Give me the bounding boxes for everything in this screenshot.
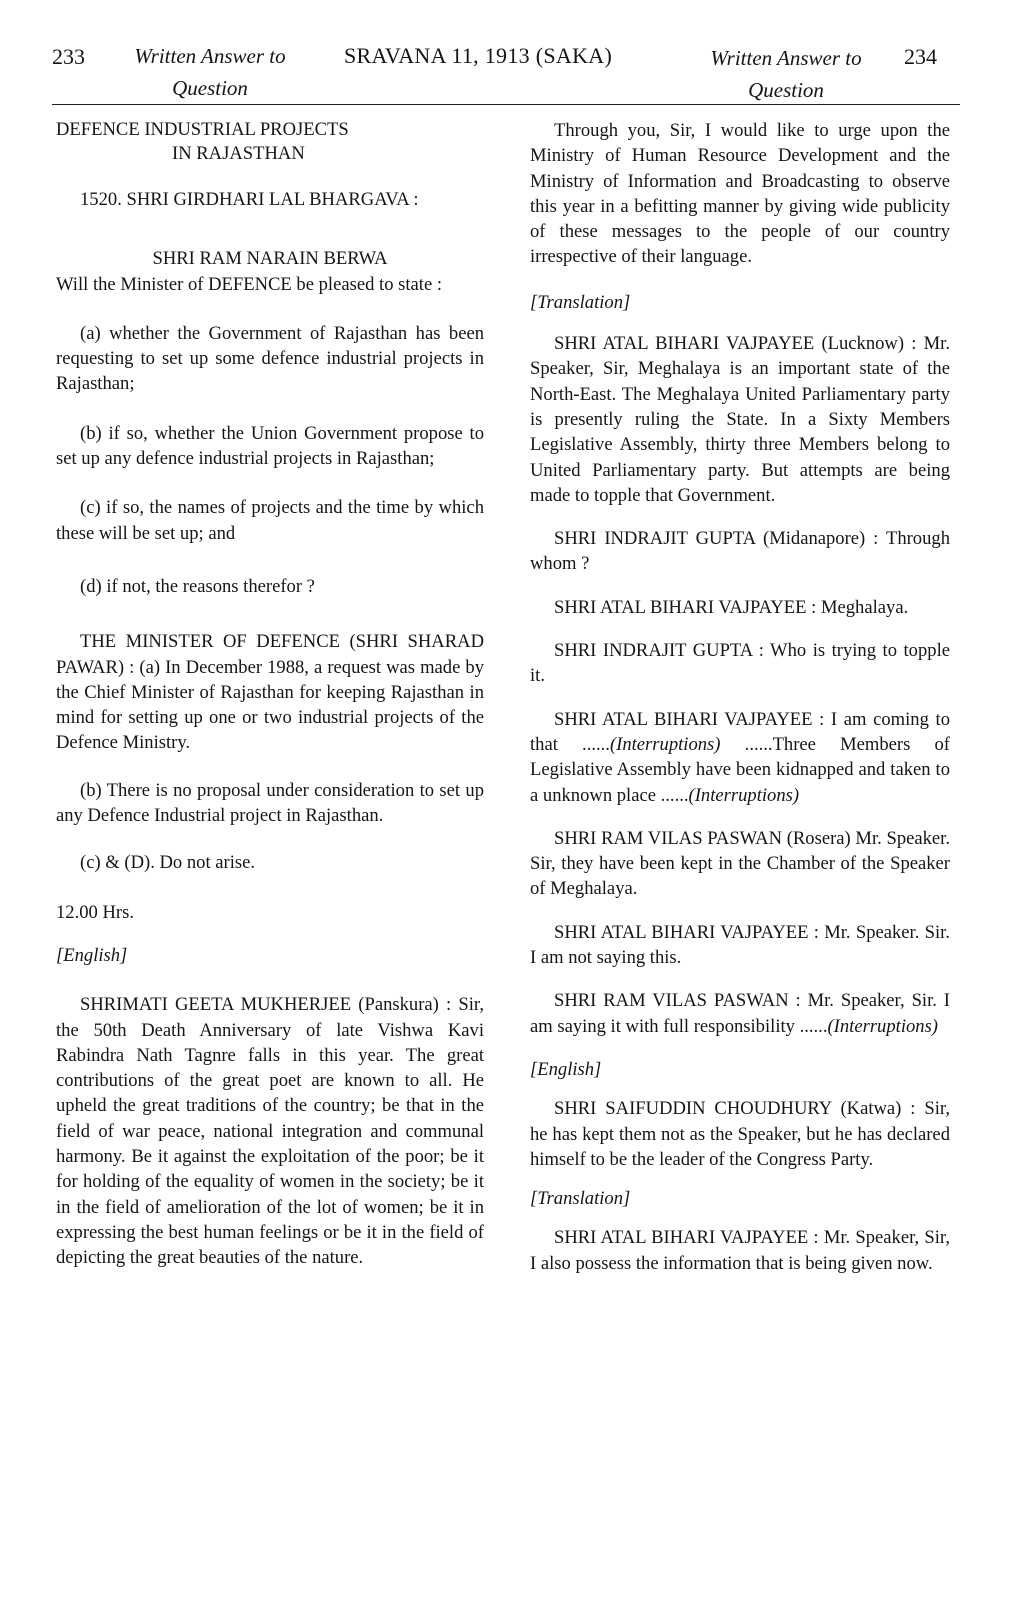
time-stamp: 12.00 Hrs. — [56, 901, 134, 923]
question-part-d: (d) if not, the reasons therefor ? — [80, 575, 315, 597]
question-part-a: (a) whether the Government of Rajasthan has been requesting to set up some defence industrial projects in Rajasthan; — [56, 322, 484, 395]
language-tag-translation: [Translation] — [530, 291, 631, 313]
header-rule — [52, 104, 960, 105]
vajpayee-speech-3-continued: ......Three Members of Legislative Assembly have been kidnapped and taken to a unknown place ...... — [530, 733, 950, 806]
vajpayee-speech-2: SHRI ATAL BIHARI VAJPAYEE : Meghalaya. — [554, 596, 909, 618]
second-member: SHRI RAM NARAIN BERWA — [152, 248, 388, 270]
language-tag-english-2: [English] — [530, 1058, 602, 1080]
question-intro: Will the Minister of DEFENCE be pleased to state : — [56, 273, 443, 295]
vajpayee-speech-1: SHRI ATAL BIHARI VAJPAYEE (Lucknow) : Mr. Speaker, Sir, Meghalaya is an important state of the North-East. The Meghalaya United Parliamentary party is presently ruling the State. In a Sixty Members Legislative Assembly, thirty three Members belong to United Parliamentary party. But attempts are being made to topple that Government. — [530, 333, 950, 506]
interruptions-note: (Interruptions) — [827, 1015, 939, 1037]
section-title — [56, 118, 484, 166]
question-number-members: 1520. SHRI GIRDHARI LAL BHARGAVA : — [80, 189, 419, 210]
vajpayee-speech-3 — [530, 707, 950, 808]
section-title-line-2: IN RAJASTHAN — [172, 143, 305, 164]
answer-part-cd: (c) & (D). Do not arise. — [80, 852, 256, 874]
paswan-speech-1: SHRI RAM VILAS PASWAN (Rosera) Mr. Speaker. Sir, they have been kept in the Chamber of the Speaker of Meghalaya. — [530, 827, 950, 900]
interruptions-note: (Interruptions) — [609, 733, 721, 755]
question-part-c: (c) if so, the names of projects and the time by which these will be set up; and — [56, 497, 484, 544]
right-column — [530, 118, 950, 1293]
left-column — [56, 118, 484, 1288]
language-tag-translation-2: [Translation] — [530, 1188, 631, 1210]
paswan-speech-2-text: SHRI RAM VILAS PASWAN : Mr. Speaker, Sir. I am saying it with full responsibility ...... — [530, 990, 950, 1037]
interruptions-note: (Interruptions) — [688, 784, 800, 806]
left-page-number: 233 — [52, 44, 85, 69]
section-title-line-1: DEFENCE INDUSTRIAL PROJECTS — [56, 119, 349, 140]
gupta-speech-2: SHRI INDRAJIT GUPTA : Who is trying to topple it. — [530, 640, 950, 687]
gupta-speech-1: SHRI INDRAJIT GUPTA (Midanapore) : Through whom ? — [530, 528, 950, 575]
left-header-caption: Written Answer to Question — [134, 44, 286, 100]
answer-part-b: (b) There is no proposal under consideration to set up any Defence Industrial project in Rajasthan. — [56, 779, 484, 827]
answer-part-a: THE MINISTER OF DEFENCE (SHRI SHARAD PAWAR) : (a) In December 1988, a request was made by the Chief Minister of Rajasthan for keeping Rajasthan in mind for setting up one or two industrial projects of the Defence Ministry. — [56, 631, 484, 754]
vajpayee-speech-3-text: SHRI ATAL BIHARI VAJPAYEE : I am coming to that ...... — [530, 708, 950, 755]
right-page-number: 234 — [904, 44, 937, 69]
page-header — [0, 0, 1020, 100]
right-header-caption: Written Answer to Question — [710, 46, 862, 102]
geeta-mukherjee-speech: SHRIMATI GEETA MUKHERJEE (Panskura) : Sir, the 50th Death Anniversary of late Vishwa Kavi Rabindra Nath Tagnre falls in this year. The great contributions of the great poet are known to all. He upheld the great traditions of the country; be that in the field of war peace, national integration and communal harmony. Be it against the exploitation of the poor; be it for holding of the equality of women in the society; be it in the field of amelioration of the lot of women; be it in expressing the best human feelings or be it in the field of depicting the great beauties of the nature. — [56, 994, 484, 1269]
vajpayee-speech-4: SHRI ATAL BIHARI VAJPAYEE : Mr. Speaker. Sir. I am not saying this. — [530, 921, 950, 969]
choudhury-speech: SHRI SAIFUDDIN CHOUDHURY (Katwa) : Sir, he has kept them not as the Speaker, but he has declared himself to be the leader of the Congress Party. — [530, 1098, 950, 1170]
vajpayee-speech-5: SHRI ATAL BIHARI VAJPAYEE : Mr. Speaker, Sir, I also possess the information that is being given now. — [530, 1227, 950, 1274]
language-tag-english: [English] — [56, 944, 128, 966]
paswan-speech-2 — [530, 988, 950, 1039]
mukherjee-speech-continued: Through you, Sir, I would like to urge upon the Ministry of Human Resource Development and the Ministry of Information and Broadcasting to observe this year in a befitting manner by giving wide publicity of these messages to the people of our country irrespective of their language. — [530, 120, 950, 268]
header-date-title: SRAVANA 11, 1913 (SAKA) — [344, 43, 613, 68]
question-part-b: (b) if so, whether the Union Government propose to set up any defence industrial projects in Rajasthan; — [56, 422, 484, 470]
